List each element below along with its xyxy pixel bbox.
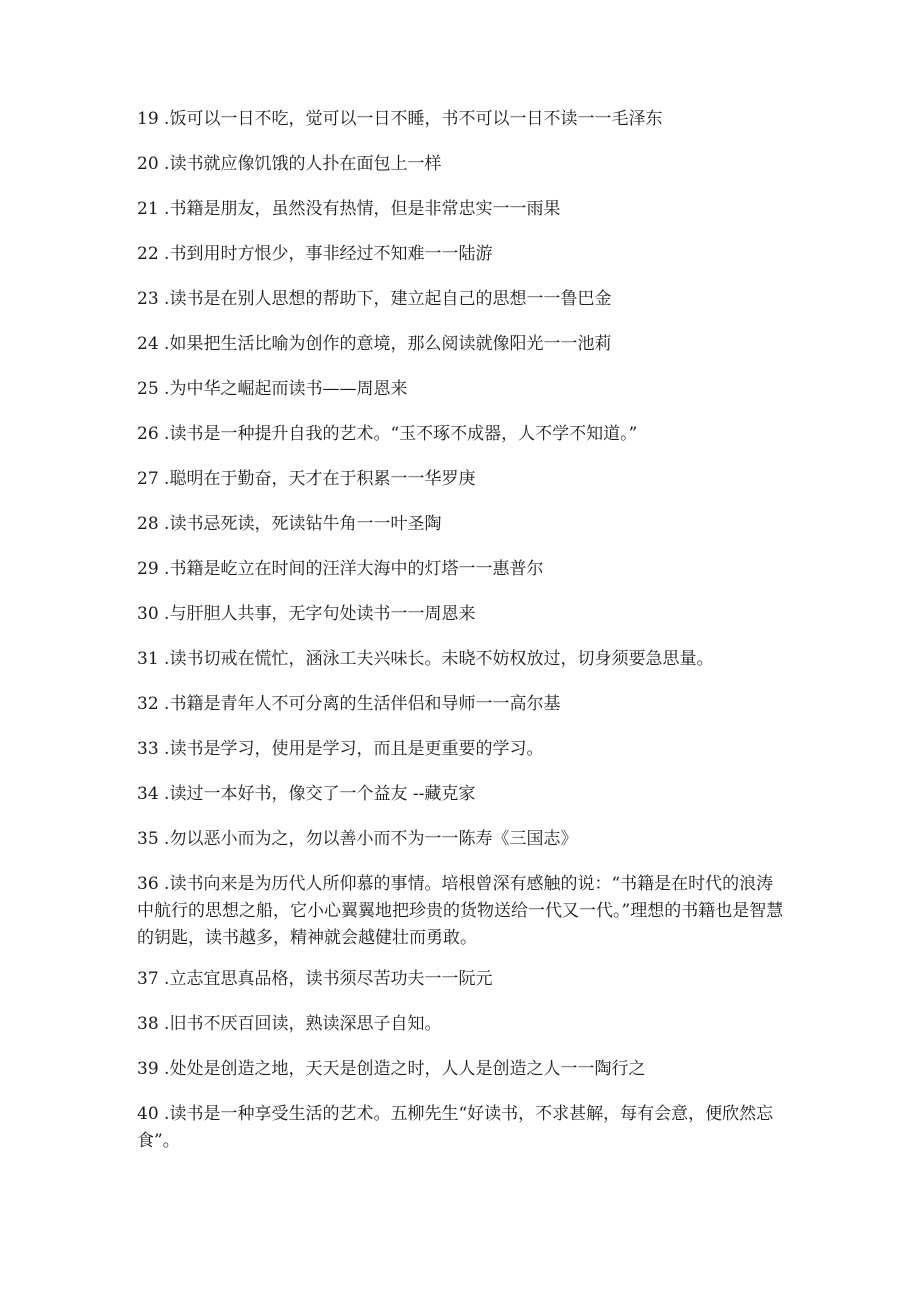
item-text: .读书切戒在慌忙，涵泳工夫兴味长。未晓不妨权放过，切身须要急思量。 [158, 649, 714, 669]
item-text: .读书忌死读，死读钻牛角一一叶圣陶 [158, 514, 442, 534]
item-text: .饭可以一日不吃，觉可以一日不睡，书不可以一日不读一一毛泽东 [158, 109, 663, 129]
item-number: 20 [137, 154, 159, 174]
list-item [137, 693, 787, 715]
list-item [137, 153, 787, 175]
item-number: 25 [137, 379, 159, 399]
item-number: 24 [137, 334, 159, 354]
item-number: 37 [137, 969, 159, 989]
item-number: 23 [137, 289, 159, 309]
list-item [137, 243, 787, 265]
list-item [137, 783, 787, 805]
item-text: .与肝胆人共事，无字句处读书一一周恩来 [158, 604, 476, 624]
list-item [137, 108, 787, 130]
item-number: 26 [137, 424, 159, 444]
item-number: 39 [137, 1059, 159, 1079]
item-number: 34 [137, 784, 159, 804]
item-number: 31 [137, 649, 159, 669]
item-text: .书到用时方恨少，事非经过不知难一一陆游 [158, 244, 493, 264]
list-item [137, 288, 787, 310]
list-item [137, 378, 787, 400]
list-item [137, 423, 787, 445]
item-text: .处处是创造之地，天天是创造之时，人人是创造之人一一陶行之 [158, 1059, 646, 1079]
item-number: 21 [137, 199, 159, 219]
item-number: 38 [137, 1014, 159, 1034]
item-text: .书籍是青年人不可分离的生活伴侣和导师一一高尔基 [158, 694, 561, 714]
list-item [137, 1013, 787, 1035]
list-item [137, 333, 787, 355]
item-number: 40 [137, 1104, 159, 1124]
list-item [137, 828, 787, 850]
quote-list [137, 108, 787, 1171]
item-text: .读书是学习，使用是学习，而且是更重要的学习。 [158, 739, 544, 759]
list-item [137, 968, 787, 990]
item-number: 30 [137, 604, 159, 624]
item-text: .读书向来是为历代人所仰慕的事情。培根曾深有感触的说：“书籍是在时代的浪涛中航行的思想之船，它小心翼翼地把珍贵的货物送给一代又一代。”理想的书籍也是智慧的钥匙，读书越多，精神就会越健壮而勇敢。 [137, 874, 784, 948]
item-text: .为中华之崛起而读书——周恩来 [158, 379, 408, 399]
item-number: 29 [137, 559, 159, 579]
item-text: .如果把生活比喻为创作的意境，那么阅读就像阳光一一池莉 [158, 334, 612, 354]
item-number: 19 [137, 109, 159, 129]
item-text: .读书是一种提升自我的艺术。“玉不琢不成器，人不学不知道。” [158, 424, 638, 444]
list-item [137, 513, 787, 535]
item-text: .书籍是朋友，虽然没有热情，但是非常忠实一一雨果 [158, 199, 561, 219]
list-item [137, 648, 787, 670]
item-text: .读书是一种享受生活的艺术。五柳先生“好读书，不求甚解，每有会意，便欣然忘食”。 [137, 1104, 774, 1151]
list-item [137, 558, 787, 580]
item-text: .读书是在别人思想的帮助下，建立起自己的思想一一鲁巴金 [158, 289, 612, 309]
item-text: .旧书不厌百回读，熟读深思子自知。 [158, 1014, 442, 1034]
item-number: 22 [137, 244, 159, 264]
item-number: 33 [137, 739, 159, 759]
list-item [137, 1058, 787, 1080]
item-number: 32 [137, 694, 159, 714]
item-text: .勿以恶小而为之，勿以善小而不为一一陈寿《三国志》 [158, 829, 578, 849]
list-item [137, 198, 787, 220]
list-item [137, 468, 787, 490]
item-text: .立志宜思真品格，读书须尽苦功夫一一阮元 [158, 969, 493, 989]
item-number: 27 [137, 469, 159, 489]
list-item [137, 1101, 787, 1155]
item-text: .书籍是屹立在时间的汪洋大海中的灯塔一一惠普尔 [158, 559, 544, 579]
item-text: .读书就应像饥饿的人扑在面包上一样 [158, 154, 442, 174]
list-item [137, 738, 787, 760]
item-number: 28 [137, 514, 159, 534]
list-item [137, 603, 787, 625]
list-item [137, 871, 787, 952]
item-text: .聪明在于勤奋，天才在于积累一一华罗庚 [158, 469, 476, 489]
item-number: 35 [137, 829, 159, 849]
item-number: 36 [137, 874, 159, 894]
item-text: .读过一本好书，像交了一个益友 --藏克家 [158, 784, 476, 804]
